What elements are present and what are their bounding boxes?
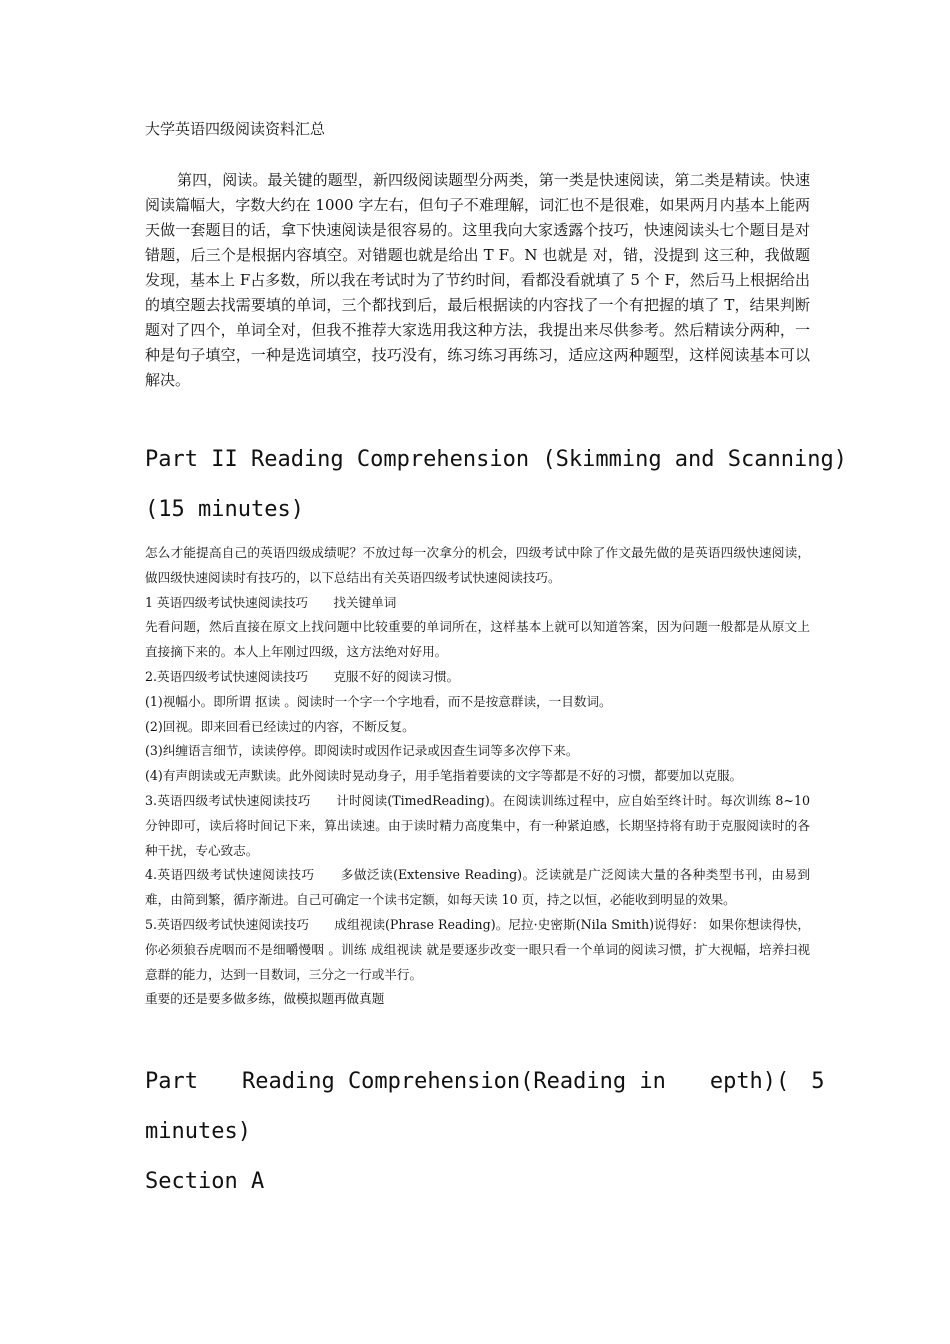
part-reading-in-depth-heading-time: minutes) [145,1119,251,1144]
skim-paragraph: (4)有声朗读或无声默读。此外阅读时晃动身子，用手笔指着要读的文字等都是不好的习惯，都要加以克服。 [145,768,743,784]
document-title: 大学英语四级阅读资料汇总 [145,120,326,138]
part-ii-heading: Part II Reading Comprehension (Skimming and Scanning) [145,447,847,472]
skim-paragraph: 1 英语四级考试快速阅读技巧 找关键单词 [145,594,397,610]
part-ii-heading-time: (15 minutes) [145,497,304,522]
skim-paragraph: 3.英语四级考试快速阅读技巧 计时阅读(TimedReading)。在阅读训练过程中，应自始至终计时。每次训练 8~10 分钟即可，读后将时间记下来，算出读速。由于读时精力高度集中，有一种紧迫感，长期坚持将有助于克服阅读时的各种干扰，专心致志。 [145,792,810,858]
skim-paragraph: (3)纠缠语言细节，读读停停。即阅读时或因作记录或因查生词等多次停下来。 [145,743,579,759]
skim-paragraph: 4.英语四级考试快速阅读技巧 多做泛读(Extensive Reading)。泛读就是广泛阅读大量的各种类型书刊，由易到难，由简到繁，循序渐进。自己可确定一个读书定额，如每天读 10 页，持之以恒，必能收到明显的效果。 [145,867,810,908]
skim-paragraph: 先看问题，然后直接在原文上找问题中比较重要的单词所在，这样基本上就可以知道答案，因为问题一般都是从原文上直接摘下来的。本人上年刚过四级，这方法绝对好用。 [145,619,810,660]
skim-paragraph: 怎么才能提高自己的英语四级成绩呢？不放过每一次拿分的机会，四级考试中除了作文最先做的是英语四级快速阅读，做四级快速阅读时有技巧的，以下总结出有关英语四级考试快速阅读技巧。 [145,545,810,585]
skim-paragraph: 5.英语四级考试快速阅读技巧 成组视读(Phrase Reading)。尼拉·史密斯(Nila Smith)说得好： 如果你想读得快，你必须狼吞虎咽而不是细嚼慢咽 。训练 成组视读 就是要逐步改变一眼只看一个单词的阅读习惯，扩大视幅，培养扫视意群的能力，达到一目数词，三分之一行或半行。 [145,916,810,982]
skim-paragraph: 2.英语四级考试快速阅读技巧 克服不好的阅读习惯。 [145,668,460,684]
section-a-heading: Section A [145,1169,265,1194]
skim-paragraph: (1)视幅小。即所谓 抠读 。阅读时一个字一个字地看，而不是按意群读，一目数词。 [145,693,612,709]
skim-paragraph: (2)回视。即来回看已经读过的内容，不断反复。 [145,718,415,734]
skimming-tips-section [145,541,810,1012]
part-reading-in-depth-heading: Part Reading Comprehension(Reading in epth)( 5 [145,1069,825,1094]
intro-paragraph: 第四，阅读。最关键的题型，新四级阅读题型分两类，第一类是快速阅读，第二类是精读。快速阅读篇幅大，字数大约在 1000 字左右，但句子不难理解，词汇也不是很难，如果两月内基本上能两天做一套题目的话，拿下快速阅读是很容易的。这里我向大家透露个技巧，快速阅读头七个题目是对错题，后三个是根据内容填空。对错题也就是给出 T F。N 也就是 对，错，没提到 这三种，我做题发现，基本上 F占多数，所以我在考试时为了节约时间，看都没看就填了 5 个 F，然后马上根据给出的填空题去找需要填的单词，三个都找到后，最后根据读的内容找了一个有把握的填了 T，结果判断题对了四个，单词全对，但我不推荐大家选用我这种方法，我提出来尽供参考。然后精读分两种，一种是句子填空，一种是选词填空，技巧没有，练习练习再练习，适应这两种题型，这样阅读基本可以解决。 [145,171,810,389]
skim-paragraph: 重要的还是要多做多练，做模拟题再做真题 [145,991,385,1007]
